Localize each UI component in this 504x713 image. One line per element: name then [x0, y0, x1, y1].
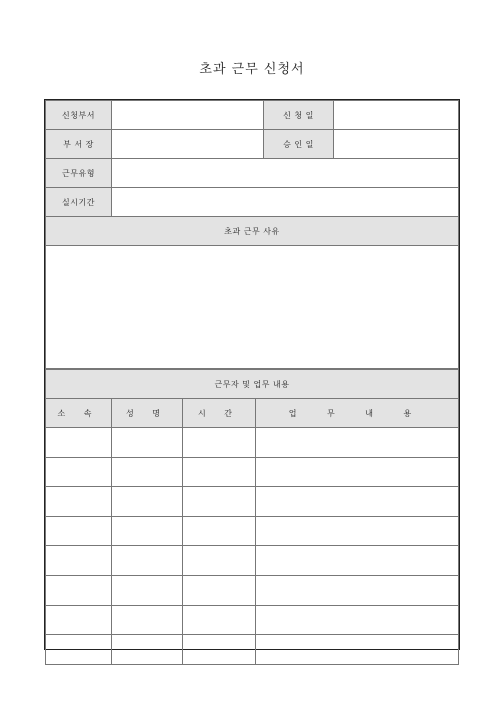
- department-field[interactable]: [112, 101, 264, 130]
- department-row: [46, 101, 459, 130]
- reason-heading: 초과 근무 사유: [46, 217, 459, 246]
- affiliation-cell[interactable]: [46, 575, 112, 605]
- table-row: [46, 516, 459, 546]
- time-cell[interactable]: [183, 428, 256, 458]
- affiliation-cell[interactable]: [46, 635, 112, 665]
- column-header-time: 시 간: [183, 399, 256, 428]
- task-cell[interactable]: [256, 575, 459, 605]
- workers-header-row: [46, 399, 459, 428]
- task-cell[interactable]: [256, 605, 459, 635]
- workers-heading-row: [46, 370, 459, 399]
- task-cell[interactable]: [256, 516, 459, 546]
- column-header-name: 성 명: [112, 399, 183, 428]
- task-cell[interactable]: [256, 487, 459, 517]
- column-header-affiliation: 소 속: [46, 399, 112, 428]
- affiliation-cell[interactable]: [46, 546, 112, 576]
- name-cell[interactable]: [112, 605, 183, 635]
- manager-label: 부 서 장: [46, 130, 112, 159]
- approve-date-label: 승 인 일: [264, 130, 334, 159]
- table-row: [46, 605, 459, 635]
- name-cell[interactable]: [112, 516, 183, 546]
- table-row: [46, 487, 459, 517]
- work-type-field[interactable]: [112, 159, 459, 188]
- period-row: [46, 188, 459, 217]
- approve-date-field[interactable]: [334, 130, 459, 159]
- period-label: 실시기간: [46, 188, 112, 217]
- work-type-row: [46, 159, 459, 188]
- name-cell[interactable]: [112, 457, 183, 487]
- table-row: [46, 546, 459, 576]
- apply-date-label: 신 청 일: [264, 101, 334, 130]
- time-cell[interactable]: [183, 487, 256, 517]
- name-cell[interactable]: [112, 487, 183, 517]
- reason-heading-row: [46, 217, 459, 246]
- name-cell[interactable]: [112, 575, 183, 605]
- form-title: 초과 근무 신청서: [199, 62, 305, 77]
- table-row: [46, 428, 459, 458]
- workers-heading: 근무자 및 업무 내용: [46, 370, 459, 399]
- name-cell[interactable]: [112, 635, 183, 665]
- work-type-label: 근무유형: [46, 159, 112, 188]
- affiliation-cell[interactable]: [46, 457, 112, 487]
- worker-rows: [46, 428, 459, 665]
- time-cell[interactable]: [183, 516, 256, 546]
- apply-date-field[interactable]: [334, 101, 459, 130]
- period-field[interactable]: [112, 188, 459, 217]
- name-cell[interactable]: [112, 428, 183, 458]
- column-header-task: 업 무 내 용: [256, 399, 459, 428]
- task-cell[interactable]: [256, 635, 459, 665]
- manager-row: [46, 130, 459, 159]
- reason-textarea[interactable]: [46, 246, 459, 369]
- name-cell[interactable]: [112, 546, 183, 576]
- affiliation-cell[interactable]: [46, 487, 112, 517]
- reason-row: [46, 246, 459, 369]
- task-cell[interactable]: [256, 546, 459, 576]
- time-cell[interactable]: [183, 635, 256, 665]
- time-cell[interactable]: [183, 546, 256, 576]
- time-cell[interactable]: [183, 605, 256, 635]
- time-cell[interactable]: [183, 575, 256, 605]
- workers-table: [45, 369, 459, 665]
- overtime-request-form: [44, 99, 460, 650]
- info-table: [45, 100, 459, 369]
- affiliation-cell[interactable]: [46, 605, 112, 635]
- affiliation-cell[interactable]: [46, 516, 112, 546]
- time-cell[interactable]: [183, 457, 256, 487]
- table-row: [46, 457, 459, 487]
- department-label: 신청부서: [46, 101, 112, 130]
- task-cell[interactable]: [256, 428, 459, 458]
- manager-field[interactable]: [112, 130, 264, 159]
- task-cell[interactable]: [256, 457, 459, 487]
- table-row: [46, 575, 459, 605]
- table-row: [46, 635, 459, 665]
- affiliation-cell[interactable]: [46, 428, 112, 458]
